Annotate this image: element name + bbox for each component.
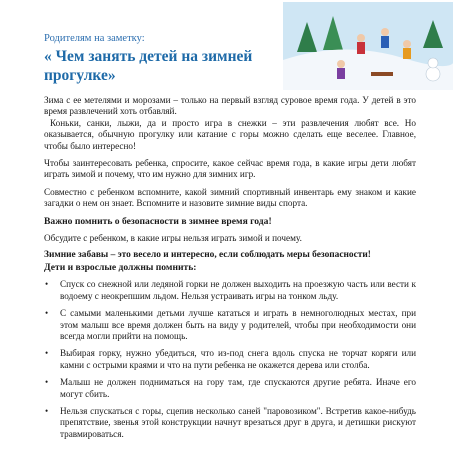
list-item	[45, 308, 416, 342]
bullet-icon: •	[45, 405, 49, 416]
rule-text: Малыш не должен подниматься на гору там, где спускаются другие ребята. Иначе его могут сбить.	[60, 377, 416, 399]
page-title: « Чем занять детей на зимней прогулке»	[44, 48, 253, 84]
bullet-icon: •	[45, 348, 49, 359]
intro-paragraph-2: Коньки, санки, лыжи, да и просто игра в снежки – эти развлечения любят все. Но оказывается, обычную прогулку или катание с горы можно сделать еще веселее. Главное, чтобы было интересно!	[44, 117, 416, 151]
rule-text: Нельзя спускаться с горы, сцепив несколько саней "паровозиком". Встретив какое-нибудь препятствие, звенья этой конструкции начнут врезаться друг в друга, и детишки рискуют травмироваться.	[60, 405, 416, 439]
rule-text: Выбирая горку, нужно убедиться, что из-под снега вдоль спуска не торчат коряги или камни с острыми краями и что на пути ребенка не окажется дерева или столба.	[60, 348, 416, 370]
winter-fun-line: Зимние забавы – это весело и интересно, если соблюдать меры безопасности!	[44, 250, 371, 261]
list-item	[45, 348, 416, 371]
bullet-icon: •	[45, 377, 49, 388]
list-item	[45, 405, 416, 440]
rule-text: С самыми маленькими детьми лучше кататься и играть в немноголюдных местах, при этом малыш все время должен быть на виду у родителей, чтобы при необходимости они всегда могли прийти на помощь.	[60, 308, 416, 341]
intro-paragraph-3: Чтобы заинтересовать ребенка, спросите, какое сейчас время года, в какие игры дети любят играть зимой и почему, что им нужно для зимних игр.	[44, 158, 416, 180]
safety-intro: Обсудите с ребенком, в какие игры нельзя играть зимой и почему.	[44, 233, 302, 244]
list-item	[45, 377, 416, 400]
article-body	[44, 95, 416, 446]
list-item	[45, 279, 416, 302]
kicker: Родителям на заметку:	[44, 33, 145, 44]
must-remember-heading: Дети и взрослые должны помнить:	[44, 261, 197, 273]
winter-kids-picture	[283, 2, 453, 90]
safety-rules-list	[44, 279, 416, 440]
intro-paragraph-4: Совместно с ребенком вспомните, какой зимний спортивный инвентарь ему знаком и какие загадки о нем он знает. Вспомните и назовите зимние виды спорта.	[44, 186, 416, 209]
bullet-icon: •	[45, 308, 49, 319]
intro-paragraph-1: Зима с ее метелями и морозами – только на первый взгляд суровое время года. У детей в это время развлечений хоть отбавляй.	[44, 95, 416, 117]
rule-text: Спуск со снежной или ледяной горки не должен выходить на проезжую часть или вести к водоему с неокрепшим льдом. Нельзя устраивать игры на тонком льду.	[60, 279, 416, 301]
safety-heading: Важно помнить о безопасности в зимнее время года!	[44, 215, 272, 227]
bullet-icon: •	[45, 279, 49, 290]
